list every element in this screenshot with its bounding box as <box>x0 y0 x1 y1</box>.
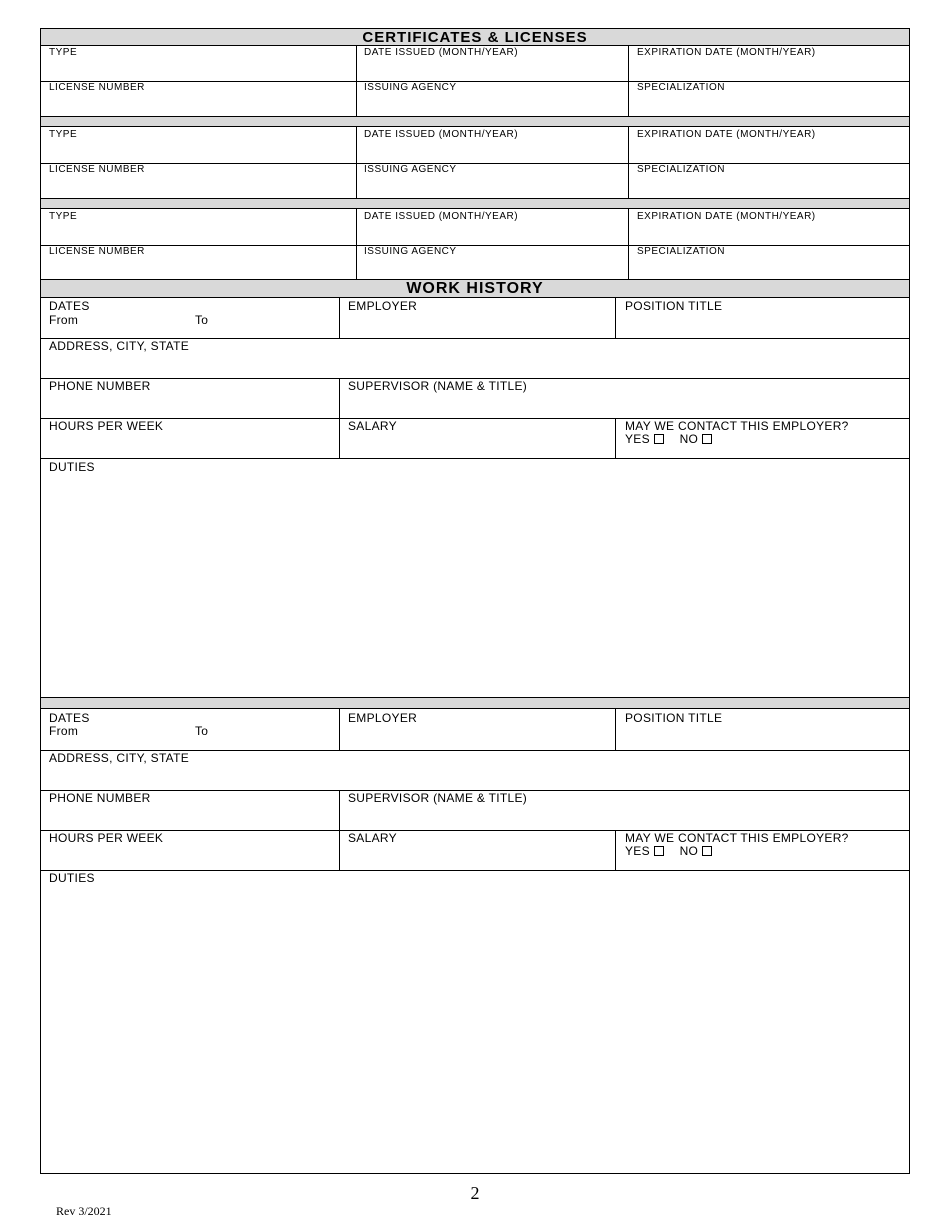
emp2-dates-field[interactable]: DATES <box>49 711 90 725</box>
emp2-contact-question: MAY WE CONTACT THIS EMPLOYER? <box>625 831 849 845</box>
cert2-issuing-agency-field[interactable]: ISSUING AGENCY <box>364 164 457 175</box>
yes-label: YES <box>625 844 650 858</box>
work-history-header: WORK HISTORY <box>41 279 909 298</box>
cert3-type-field[interactable]: TYPE <box>49 211 78 222</box>
emp1-supervisor-field[interactable]: SUPERVISOR (NAME & TITLE) <box>348 379 528 393</box>
emp2-hours-field[interactable]: HOURS PER WEEK <box>49 831 164 845</box>
cert2-expiration-date-field[interactable]: EXPIRATION DATE (MONTH/YEAR) <box>637 129 816 140</box>
emp2-phone-field[interactable]: PHONE NUMBER <box>49 791 151 805</box>
cert1-date-issued-field[interactable]: DATE ISSUED (MONTH/YEAR) <box>364 47 519 58</box>
cert1-license-number-field[interactable]: LICENSE NUMBER <box>49 82 145 93</box>
yes-label: YES <box>625 432 650 446</box>
column-divider <box>615 709 616 750</box>
cert2-type-field[interactable]: TYPE <box>49 129 78 140</box>
emp2-employer-field[interactable]: EMPLOYER <box>348 711 418 725</box>
column-divider <box>615 298 616 338</box>
emp1-employer-field[interactable]: EMPLOYER <box>348 299 418 313</box>
emp1-contact-question: MAY WE CONTACT THIS EMPLOYER? <box>625 419 849 433</box>
emp1-contact-options <box>625 432 712 446</box>
emp1-salary-field[interactable]: SALARY <box>348 419 397 433</box>
emp1-contact-no-checkbox[interactable] <box>702 434 712 444</box>
row-divider <box>41 163 909 164</box>
no-label: NO <box>679 844 699 858</box>
cert2-specialization-field[interactable]: SPECIALIZATION <box>637 164 725 175</box>
cert3-issuing-agency-field[interactable]: ISSUING AGENCY <box>364 246 457 257</box>
cert2-license-number-field[interactable]: LICENSE NUMBER <box>49 164 145 175</box>
block-separator <box>41 697 909 709</box>
emp2-address-field[interactable]: ADDRESS, CITY, STATE <box>49 751 190 765</box>
emp1-to-field[interactable]: To <box>195 313 209 327</box>
emp2-duties-field[interactable]: DUTIES <box>49 871 95 885</box>
cert1-issuing-agency-field[interactable]: ISSUING AGENCY <box>364 82 457 93</box>
row-divider <box>41 870 909 871</box>
emp2-contact-yes-checkbox[interactable] <box>654 846 664 856</box>
row-divider <box>41 458 909 459</box>
column-divider <box>339 709 340 750</box>
cert3-specialization-field[interactable]: SPECIALIZATION <box>637 246 725 257</box>
column-divider <box>615 418 616 458</box>
no-label: NO <box>679 432 699 446</box>
page-number: 2 <box>470 1183 480 1203</box>
emp1-from-field[interactable]: From <box>49 313 79 327</box>
emp1-contact-yes-checkbox[interactable] <box>654 434 664 444</box>
emp2-to-field[interactable]: To <box>195 724 209 738</box>
emp2-contact-options <box>625 844 712 858</box>
emp1-phone-field[interactable]: PHONE NUMBER <box>49 379 151 393</box>
emp2-from-field[interactable]: From <box>49 724 79 738</box>
emp2-supervisor-field[interactable]: SUPERVISOR (NAME & TITLE) <box>348 791 528 805</box>
block-separator <box>41 198 909 209</box>
block-separator <box>41 116 909 127</box>
cert2-date-issued-field[interactable]: DATE ISSUED (MONTH/YEAR) <box>364 129 519 140</box>
emp2-contact-no-checkbox[interactable] <box>702 846 712 856</box>
certificates-header: CERTIFICATES & LICENSES <box>41 29 909 46</box>
cert1-type-field[interactable]: TYPE <box>49 47 78 58</box>
cert3-date-issued-field[interactable]: DATE ISSUED (MONTH/YEAR) <box>364 211 519 222</box>
emp1-address-field[interactable]: ADDRESS, CITY, STATE <box>49 339 190 353</box>
revision-note: Rev 3/2021 <box>56 1204 112 1218</box>
cert1-expiration-date-field[interactable]: EXPIRATION DATE (MONTH/YEAR) <box>637 47 816 58</box>
emp1-position-title-field[interactable]: POSITION TITLE <box>625 299 723 313</box>
emp1-hours-field[interactable]: HOURS PER WEEK <box>49 419 164 433</box>
cert3-expiration-date-field[interactable]: EXPIRATION DATE (MONTH/YEAR) <box>637 211 816 222</box>
cert1-specialization-field[interactable]: SPECIALIZATION <box>637 82 725 93</box>
emp2-salary-field[interactable]: SALARY <box>348 831 397 845</box>
application-form-page <box>40 28 910 1174</box>
emp1-dates-field[interactable]: DATES <box>49 299 90 313</box>
emp1-duties-field[interactable]: DUTIES <box>49 460 95 474</box>
row-divider <box>41 245 909 246</box>
emp2-position-title-field[interactable]: POSITION TITLE <box>625 711 723 725</box>
cert3-license-number-field[interactable]: LICENSE NUMBER <box>49 246 145 257</box>
column-divider <box>339 298 340 338</box>
column-divider <box>615 830 616 870</box>
row-divider <box>41 81 909 82</box>
